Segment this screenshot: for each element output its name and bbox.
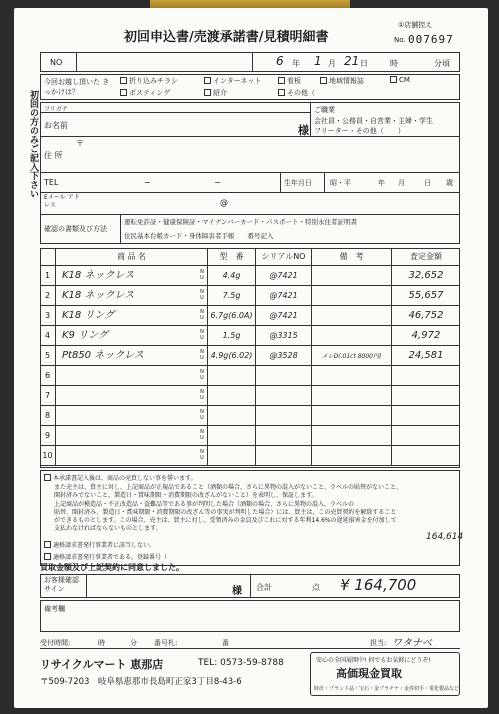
model-cell-text: 6.7g(6.0A): [210, 311, 253, 320]
table-row: [40, 266, 460, 286]
tel-separator: −: [144, 178, 151, 187]
used-marker: U: [200, 295, 204, 301]
row-number: [40, 426, 56, 446]
model-cell[interactable]: [208, 426, 256, 446]
row-number-text: 5: [44, 351, 51, 360]
address-label: 住 所: [44, 151, 63, 160]
note-cell[interactable]: [312, 326, 392, 346]
serial-cell[interactable]: [256, 306, 312, 326]
product-name-cell-text: K18 ネックレス: [62, 290, 135, 301]
new-marker: N: [200, 329, 204, 335]
new-used-marker[interactable]: [199, 449, 205, 461]
note-cell[interactable]: [312, 346, 392, 366]
price-cell[interactable]: [392, 446, 460, 466]
new-marker: N: [200, 389, 204, 395]
trigger-option-flyer[interactable]: 折り込みチラシ: [120, 76, 178, 86]
serial-cell-text: @3528: [269, 351, 298, 360]
model-cell[interactable]: [208, 366, 256, 386]
model-cell[interactable]: [208, 266, 256, 286]
new-marker: N: [200, 269, 204, 275]
row-number-text: 9: [44, 431, 51, 440]
note-cell[interactable]: [312, 426, 392, 446]
header-model: 型 番: [208, 248, 256, 266]
serial-cell-text: @7421: [269, 271, 298, 280]
new-used-marker[interactable]: [199, 409, 205, 421]
points-label: 点: [312, 583, 320, 592]
new-used-marker[interactable]: [199, 309, 205, 321]
table-row: [40, 446, 460, 466]
table-row: [40, 326, 460, 346]
occupation-label: ご職業: [314, 106, 335, 114]
address-field[interactable]: [84, 138, 454, 170]
serial-cell[interactable]: [256, 326, 312, 346]
row-number: [40, 286, 56, 306]
price-cell[interactable]: [392, 326, 460, 346]
birth-day-unit: 日: [424, 179, 431, 187]
used-marker: U: [200, 355, 204, 361]
new-marker: N: [200, 349, 204, 355]
used-marker: U: [200, 455, 204, 461]
date-month[interactable]: 1: [314, 54, 322, 68]
confirm-heading: 買取金額及び上記契約に同意しました。: [40, 563, 184, 572]
remarks-label: 備考欄: [44, 605, 65, 613]
serial-cell-text: @3315: [269, 331, 298, 340]
new-marker: N: [200, 449, 204, 455]
model-cell-text: 4.9g(6.02): [210, 351, 253, 360]
serial-cell[interactable]: [256, 266, 312, 286]
new-marker: N: [200, 429, 204, 435]
shop-address: 〒509-7203 岐阜県恵那市長島町正家3丁目8-43-6: [40, 677, 242, 687]
reception-hour-unit: 時: [98, 639, 105, 647]
name-label: お名前: [44, 121, 68, 130]
row-number: [40, 326, 56, 346]
row-number-text: 10: [42, 451, 53, 460]
staff-label: 担当:: [370, 639, 387, 647]
header-note: 備 考: [312, 248, 392, 266]
new-used-marker[interactable]: [199, 269, 205, 281]
serial-cell[interactable]: [256, 366, 312, 386]
occupation-options-2[interactable]: フリーター・その他（ ）: [314, 127, 405, 135]
product-name-cell[interactable]: [56, 406, 208, 426]
model-cell[interactable]: [208, 386, 256, 406]
trigger-option-referral[interactable]: 紹介: [204, 88, 227, 98]
reception-minute-unit: 分: [130, 639, 137, 647]
new-marker: N: [200, 289, 204, 295]
model-cell[interactable]: [208, 446, 256, 466]
row-number-text: 6: [44, 371, 51, 380]
date-day[interactable]: 21: [344, 54, 360, 68]
note-cell[interactable]: [312, 266, 392, 286]
birth-label: 生年月日: [284, 179, 312, 187]
tel-field[interactable]: [84, 174, 274, 190]
tel-label: TEL: [44, 178, 59, 187]
form-title: 初回申込書/売渡承諾書/見積明細書: [124, 30, 329, 45]
first-time-side-label: 初回の方のみご記入下さい: [28, 90, 38, 198]
product-name-cell[interactable]: [56, 446, 208, 466]
promo-sub: 時計・ブランド品・宝石・金プラチナ・金券切手・電化製品など: [314, 686, 460, 692]
new-used-marker[interactable]: [199, 369, 205, 381]
serial-prefix: No.: [394, 36, 406, 44]
used-marker: U: [200, 435, 204, 441]
header-price: 査定金額: [410, 252, 442, 261]
email-at: @: [220, 198, 228, 207]
new-used-marker[interactable]: [199, 429, 205, 441]
row-number: [40, 306, 56, 326]
term-text: 上記商品が模造品・不正改造品・盗難品等である事が判明した場合（酒類の場合、さらに異物の混入、ラベルの: [54, 501, 355, 508]
new-used-marker[interactable]: [199, 289, 205, 301]
furigana-label: フリガナ: [44, 106, 68, 113]
day-unit: 日: [360, 59, 368, 68]
price-cell[interactable]: [392, 386, 460, 406]
new-marker: N: [200, 369, 204, 375]
term-invoice-issuer[interactable]: 適格請求書発行事業者である。登録番号（: [44, 552, 167, 561]
row-number: [40, 446, 56, 466]
model-cell-text: 1.5g: [222, 331, 241, 340]
date-year[interactable]: 6: [276, 54, 284, 68]
application-form: [14, 8, 488, 708]
model-cell[interactable]: [208, 346, 256, 366]
table-row: [40, 386, 460, 406]
price-cell-text: 4,972: [411, 330, 441, 341]
hour-unit: 時: [390, 59, 398, 68]
staff-name: ワタナベ: [392, 638, 432, 649]
month-unit: 月: [328, 59, 336, 68]
row-number: [40, 366, 56, 386]
price-cell-text: 24,581: [408, 350, 444, 361]
new-used-marker[interactable]: [199, 329, 205, 341]
used-marker: U: [200, 335, 204, 341]
postal-mark: 〒: [76, 139, 84, 148]
note-cell[interactable]: [312, 386, 392, 406]
used-marker: U: [200, 375, 204, 381]
id-method-label: 確認の書類及び方法: [44, 225, 107, 233]
header-product-name: 商 品 名: [56, 248, 208, 266]
row-number-text: 3: [44, 311, 51, 320]
note-cell[interactable]: [312, 306, 392, 326]
product-name-cell[interactable]: [56, 426, 208, 446]
product-name-cell-text: K18 リング: [62, 310, 115, 321]
trigger-option-other[interactable]: その他（: [278, 88, 315, 98]
price-cell[interactable]: [392, 426, 460, 446]
ticket-unit: 番: [222, 639, 229, 647]
serial-cell[interactable]: [256, 406, 312, 426]
used-marker: U: [200, 395, 204, 401]
price-cell[interactable]: [392, 306, 460, 326]
table-row: [40, 366, 460, 386]
note-cell[interactable]: [312, 366, 392, 386]
serial-cell[interactable]: [256, 446, 312, 466]
term-text: 貼替、開封済み、製造日・賞味期限・消費期限の改ざん等の事実が判明した場合）には、買主は、この売買契約を解除すること: [54, 509, 397, 516]
serial-cell[interactable]: [256, 346, 312, 366]
term-no-resale[interactable]: 本承諾書記入後は、商品の売買しない事を誓います。: [44, 473, 197, 482]
used-marker: U: [200, 415, 204, 421]
ticket-label: 番号札:: [154, 639, 178, 647]
term-text: また売主は、買主に対し、上記商品が正規品であること（酒類の場合、さらに異物の混入がないこと、ラベルの貼替がないこと、: [54, 484, 403, 491]
serial-cell-text: @7421: [269, 291, 298, 300]
table-row: [40, 306, 460, 326]
name-field[interactable]: [94, 112, 294, 136]
term-text: ができるものとします。この場合、売主は、買主に対し、受領済みの金員及びこれに対する年利14.6%の遅延損害金を付加して: [54, 517, 397, 524]
product-name-cell-text: Pt850 ネックレス: [62, 350, 144, 361]
shop-tel: TEL: 0573-59-8788: [198, 658, 284, 668]
serial-cell[interactable]: [256, 426, 312, 446]
table-row: [40, 346, 460, 366]
row-number-text: 1: [44, 271, 51, 280]
model-cell[interactable]: [208, 286, 256, 306]
model-cell[interactable]: [208, 406, 256, 426]
price-cell-text: 32,652: [408, 270, 444, 281]
header-serial: シリアルNO: [256, 248, 312, 266]
tel-separator: −: [214, 178, 221, 187]
term-not-invoice-issuer[interactable]: 適格請求書発行事業者に該当しない。: [44, 540, 155, 549]
price-cell-text: 46,752: [408, 310, 444, 321]
birth-year-unit: 年: [378, 179, 385, 187]
serial-cell[interactable]: [256, 386, 312, 406]
serial-cell[interactable]: [256, 286, 312, 306]
margin-note: 164,614: [426, 532, 464, 542]
product-name-cell-text: K18 ネックレス: [62, 270, 135, 281]
model-cell-text: 7.5g: [222, 291, 241, 300]
trigger-option-cm[interactable]: CM: [390, 76, 410, 84]
row-number-text: 4: [44, 331, 51, 340]
price-cell[interactable]: [392, 346, 460, 366]
serial-number: 007697: [408, 33, 454, 46]
year-unit: 年: [292, 59, 300, 68]
copy-label: ①店舗控え: [398, 21, 433, 29]
used-marker: U: [200, 315, 204, 321]
product-name-cell[interactable]: [56, 346, 208, 366]
items-table-header: [40, 248, 460, 266]
term-text: 支払わなければならないものとします。: [54, 525, 162, 532]
id-documents-line2[interactable]: 住民基本台帳カード・身体障害者手帳 番号記入: [124, 232, 274, 240]
note-cell[interactable]: [312, 446, 392, 466]
price-cell[interactable]: [392, 366, 460, 386]
product-name-cell[interactable]: [56, 366, 208, 386]
model-cell-text: 4.4g: [222, 271, 241, 280]
new-used-marker[interactable]: [199, 349, 205, 361]
trigger-option-internet[interactable]: インターネット: [204, 76, 261, 86]
trigger-question: 今回お越し頂いた きっかけは？: [44, 78, 110, 96]
row-number: [40, 386, 56, 406]
age-unit: 歳: [446, 179, 453, 187]
product-name-cell[interactable]: [56, 306, 208, 326]
id-documents-line1[interactable]: 運転免許証・健康保険証・マイナンバーカード・パスポート・特別永住者証明書: [124, 218, 357, 226]
trigger-option-magazine[interactable]: 地域情報誌: [320, 76, 364, 86]
shop-name: リサイクルマート 恵那店: [40, 658, 164, 671]
email-label: Eメール アドレス: [44, 194, 80, 209]
trigger-option-posting[interactable]: ポスティング: [120, 88, 170, 98]
row-number: [40, 346, 56, 366]
minute-unit: 分頃: [434, 59, 450, 68]
trigger-option-sign[interactable]: 看板: [278, 76, 301, 86]
product-name-cell[interactable]: [56, 286, 208, 306]
table-row: [40, 426, 460, 446]
model-cell[interactable]: [208, 326, 256, 346]
signature-label: お客様確認 サイン: [44, 576, 79, 593]
total-label: 合計: [256, 583, 272, 592]
model-cell[interactable]: [208, 306, 256, 326]
price-cell[interactable]: [392, 286, 460, 306]
birth-month-unit: 月: [398, 179, 405, 187]
row-number: [40, 406, 56, 426]
new-marker: N: [200, 409, 204, 415]
price-cell[interactable]: [392, 266, 460, 286]
signature-honorific: 様: [232, 586, 242, 597]
signature-field[interactable]: [90, 576, 230, 596]
row-number-text: 2: [44, 291, 51, 300]
note-cell[interactable]: [312, 286, 392, 306]
total-amount[interactable]: ¥ 164,700: [340, 576, 417, 594]
term-text: 開封済みでないこと、製造日・賞味期限・消費期限の改ざんがないこと）を表明し、保証します。: [54, 492, 318, 499]
price-cell[interactable]: [392, 406, 460, 426]
row-number: [40, 266, 56, 286]
promo-top: 安心の全国展開中! 何でもお気軽にどうぞ!: [316, 657, 431, 664]
used-marker: U: [200, 275, 204, 281]
row-number-text: 8: [44, 411, 51, 420]
product-name-cell-text: K9 リング: [62, 330, 108, 341]
no-label: NO: [50, 58, 63, 67]
product-name-cell[interactable]: [56, 326, 208, 346]
product-name-cell[interactable]: [56, 266, 208, 286]
new-used-marker[interactable]: [199, 389, 205, 401]
product-name-cell[interactable]: [56, 386, 208, 406]
name-honorific: 様: [298, 124, 309, 137]
era-options[interactable]: 昭・平: [330, 179, 351, 187]
table-row: [40, 286, 460, 306]
new-marker: N: [200, 309, 204, 315]
remarks-box[interactable]: [40, 600, 460, 632]
promo-main: 高価現金買取: [336, 667, 402, 680]
table-row: [40, 406, 460, 426]
email-field[interactable]: [84, 194, 454, 212]
row-number-text: 7: [44, 391, 51, 400]
price-cell-text: 55,657: [408, 290, 444, 301]
note-cell[interactable]: [312, 406, 392, 426]
note-cell-text: メレD(.01ct 8000円): [321, 353, 382, 360]
serial-cell-text: @7421: [269, 311, 298, 320]
reception-time-label: 受付時間:: [40, 639, 71, 647]
occupation-options[interactable]: 会社員・公務員・自営業・主婦・学生: [314, 117, 433, 125]
